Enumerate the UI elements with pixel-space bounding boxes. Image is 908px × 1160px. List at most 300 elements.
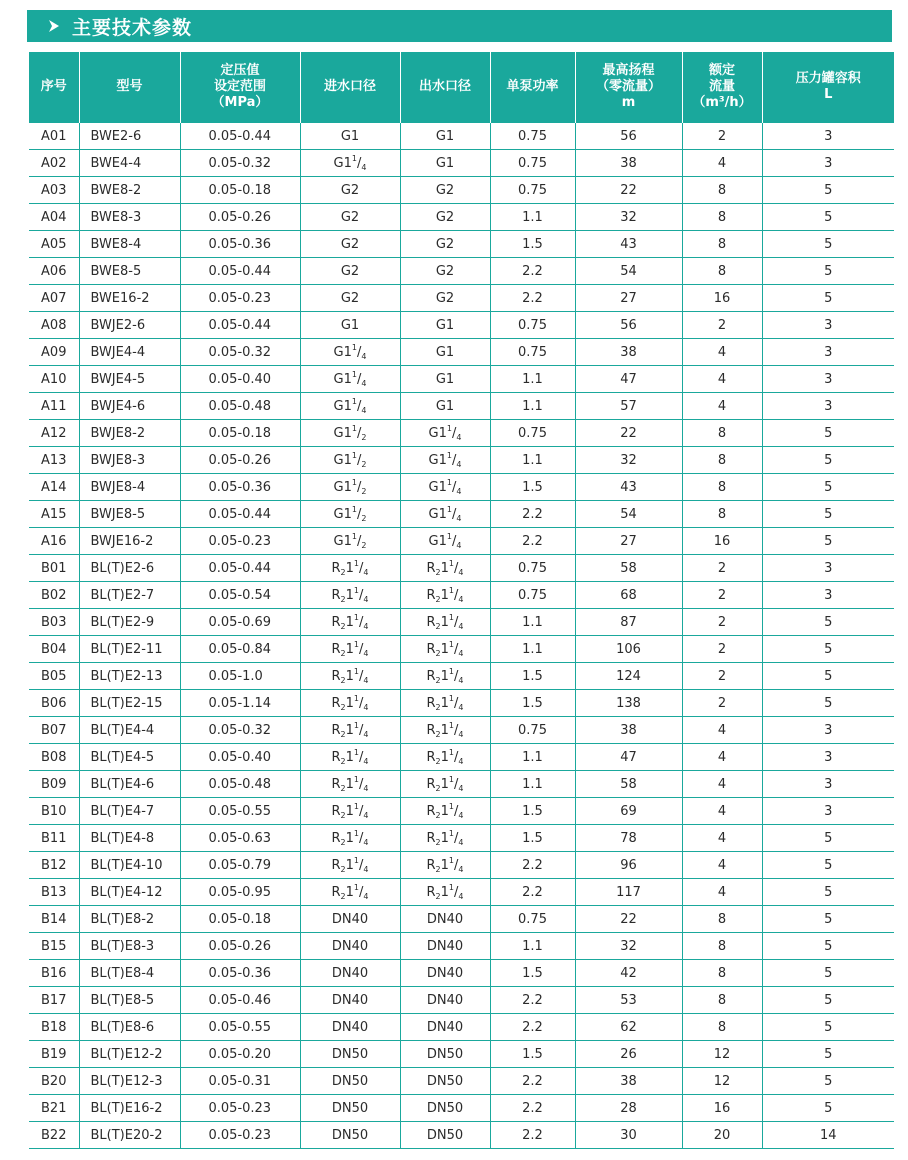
table-row <box>29 528 894 555</box>
table-row <box>29 447 894 474</box>
cell-serial-no: A06 <box>29 258 79 285</box>
cell-serial-no: B05 <box>29 663 79 690</box>
cell-pump-power: 0.75 <box>490 420 575 447</box>
cell-inlet-size: $R_21^1/_4$ <box>300 825 400 852</box>
table-row <box>29 663 894 690</box>
cell-serial-no: A09 <box>29 339 79 366</box>
cell-pump-power: 2.2 <box>490 1095 575 1122</box>
cell-pressure-range: 0.05-0.84 <box>180 636 300 663</box>
table-row <box>29 501 894 528</box>
cell-serial-no: B09 <box>29 771 79 798</box>
cell-inlet-size: $R_21^1/_4$ <box>300 636 400 663</box>
table-row <box>29 339 894 366</box>
cell-tank-volume: 3 <box>762 123 894 150</box>
cell-serial-no: B01 <box>29 555 79 582</box>
cell-rated-flow: 8 <box>682 231 762 258</box>
cell-model: BL(T)E2-15 <box>79 690 180 717</box>
cell-max-head: 56 <box>575 123 682 150</box>
table-row <box>29 798 894 825</box>
cell-model: BL(T)E4-5 <box>79 744 180 771</box>
cell-inlet-size: $G1^1/_4$ <box>300 366 400 393</box>
cell-max-head: 27 <box>575 528 682 555</box>
table-row <box>29 1122 894 1149</box>
cell-pump-power: 1.1 <box>490 204 575 231</box>
cell-serial-no: A04 <box>29 204 79 231</box>
cell-inlet-size: $R_21^1/_4$ <box>300 744 400 771</box>
col-header: 压力罐容积 L <box>762 52 894 123</box>
cell-serial-no: B16 <box>29 960 79 987</box>
cell-serial-no: B12 <box>29 852 79 879</box>
cell-model: BWJE4-5 <box>79 366 180 393</box>
cell-max-head: 117 <box>575 879 682 906</box>
table-row <box>29 150 894 177</box>
cell-pressure-range: 0.05-0.79 <box>180 852 300 879</box>
cell-serial-no: B02 <box>29 582 79 609</box>
cell-rated-flow: 4 <box>682 744 762 771</box>
cell-pressure-range: 0.05-0.23 <box>180 528 300 555</box>
cell-max-head: 26 <box>575 1041 682 1068</box>
cell-model: BWE16-2 <box>79 285 180 312</box>
cell-serial-no: A12 <box>29 420 79 447</box>
cell-tank-volume: 5 <box>762 1041 894 1068</box>
cell-pump-power: 1.1 <box>490 609 575 636</box>
cell-rated-flow: 4 <box>682 852 762 879</box>
cell-inlet-size: $G1^1/_2$ <box>300 501 400 528</box>
cell-pressure-range: 0.05-1.0 <box>180 663 300 690</box>
cell-pump-power: 0.75 <box>490 177 575 204</box>
cell-outlet-size: $R_21^1/_4$ <box>400 852 490 879</box>
cell-pump-power: 2.2 <box>490 879 575 906</box>
cell-serial-no: A02 <box>29 150 79 177</box>
cell-model: BWJE8-5 <box>79 501 180 528</box>
cell-tank-volume: 3 <box>762 150 894 177</box>
cell-pump-power: 2.2 <box>490 1068 575 1095</box>
cell-inlet-size: $R_21^1/_4$ <box>300 852 400 879</box>
cell-pump-power: 1.1 <box>490 393 575 420</box>
cell-inlet-size: $G1^1/_4$ <box>300 150 400 177</box>
cell-model: BL(T)E12-2 <box>79 1041 180 1068</box>
cell-model: BL(T)E2-11 <box>79 636 180 663</box>
cell-rated-flow: 12 <box>682 1041 762 1068</box>
cell-outlet-size: $R_21^1/_4$ <box>400 879 490 906</box>
cell-max-head: 38 <box>575 717 682 744</box>
cell-outlet-size: DN50 <box>400 1095 490 1122</box>
cell-model: BWE8-4 <box>79 231 180 258</box>
table-row <box>29 717 894 744</box>
cell-outlet-size: DN50 <box>400 1068 490 1095</box>
cell-outlet-size: $G1^1/_4$ <box>400 420 490 447</box>
cell-outlet-size: $G1^1/_4$ <box>400 501 490 528</box>
cell-max-head: 58 <box>575 555 682 582</box>
cell-outlet-size: DN40 <box>400 906 490 933</box>
col-header: 出水口径 <box>400 52 490 123</box>
cell-inlet-size: $G1^1/_2$ <box>300 447 400 474</box>
cell-tank-volume: 5 <box>762 960 894 987</box>
cell-model: BWE8-3 <box>79 204 180 231</box>
cell-pump-power: 2.2 <box>490 258 575 285</box>
cell-pressure-range: 0.05-0.40 <box>180 744 300 771</box>
cell-outlet-size: $R_21^1/_4$ <box>400 663 490 690</box>
cell-model: BL(T)E8-4 <box>79 960 180 987</box>
cell-rated-flow: 8 <box>682 501 762 528</box>
cell-tank-volume: 5 <box>762 663 894 690</box>
cell-pressure-range: 0.05-0.20 <box>180 1041 300 1068</box>
table-row <box>29 555 894 582</box>
table-row <box>29 636 894 663</box>
cell-max-head: 78 <box>575 825 682 852</box>
section-title: 主要技术参数 <box>72 16 193 39</box>
cell-rated-flow: 4 <box>682 798 762 825</box>
cell-serial-no: A14 <box>29 474 79 501</box>
cell-serial-no: A15 <box>29 501 79 528</box>
col-header: 型号 <box>79 52 180 123</box>
cell-tank-volume: 5 <box>762 636 894 663</box>
cell-inlet-size: $R_21^1/_4$ <box>300 555 400 582</box>
cell-pressure-range: 0.05-0.44 <box>180 123 300 150</box>
cell-outlet-size: G2 <box>400 285 490 312</box>
cell-pressure-range: 0.05-0.31 <box>180 1068 300 1095</box>
cell-max-head: 43 <box>575 474 682 501</box>
cell-rated-flow: 4 <box>682 825 762 852</box>
cell-inlet-size: $R_21^1/_4$ <box>300 879 400 906</box>
cell-rated-flow: 8 <box>682 906 762 933</box>
cell-model: BWJE8-4 <box>79 474 180 501</box>
cell-pressure-range: 0.05-0.95 <box>180 879 300 906</box>
table-row <box>29 393 894 420</box>
cell-inlet-size: DN50 <box>300 1122 400 1149</box>
cell-pump-power: 0.75 <box>490 150 575 177</box>
cell-max-head: 38 <box>575 150 682 177</box>
cell-rated-flow: 2 <box>682 636 762 663</box>
cell-inlet-size: $R_21^1/_4$ <box>300 771 400 798</box>
cell-pressure-range: 0.05-0.44 <box>180 555 300 582</box>
cell-model: BL(T)E4-10 <box>79 852 180 879</box>
cell-inlet-size: DN50 <box>300 1041 400 1068</box>
chevron-right-icon <box>46 18 62 34</box>
table-row <box>29 1041 894 1068</box>
cell-serial-no: B08 <box>29 744 79 771</box>
cell-serial-no: B04 <box>29 636 79 663</box>
cell-pump-power: 1.5 <box>490 690 575 717</box>
cell-model: BL(T)E20-2 <box>79 1122 180 1149</box>
cell-pump-power: 2.2 <box>490 987 575 1014</box>
cell-max-head: 22 <box>575 906 682 933</box>
cell-pump-power: 1.5 <box>490 798 575 825</box>
cell-tank-volume: 5 <box>762 906 894 933</box>
cell-pressure-range: 0.05-0.36 <box>180 231 300 258</box>
cell-model: BL(T)E2-7 <box>79 582 180 609</box>
cell-max-head: 138 <box>575 690 682 717</box>
cell-model: BL(T)E8-5 <box>79 987 180 1014</box>
cell-tank-volume: 14 <box>762 1122 894 1149</box>
cell-tank-volume: 3 <box>762 366 894 393</box>
cell-outlet-size: $R_21^1/_4$ <box>400 771 490 798</box>
cell-pressure-range: 0.05-0.26 <box>180 933 300 960</box>
cell-max-head: 106 <box>575 636 682 663</box>
cell-tank-volume: 5 <box>762 528 894 555</box>
cell-outlet-size: G1 <box>400 312 490 339</box>
cell-max-head: 38 <box>575 339 682 366</box>
cell-pressure-range: 0.05-0.46 <box>180 987 300 1014</box>
cell-inlet-size: DN40 <box>300 987 400 1014</box>
cell-outlet-size: DN50 <box>400 1122 490 1149</box>
cell-inlet-size: $R_21^1/_4$ <box>300 798 400 825</box>
col-header: 单泵功率 <box>490 52 575 123</box>
cell-outlet-size: $R_21^1/_4$ <box>400 717 490 744</box>
table-row <box>29 582 894 609</box>
col-header: 进水口径 <box>300 52 400 123</box>
cell-pump-power: 0.75 <box>490 906 575 933</box>
cell-outlet-size: G1 <box>400 366 490 393</box>
cell-pump-power: 2.2 <box>490 501 575 528</box>
cell-rated-flow: 4 <box>682 771 762 798</box>
cell-rated-flow: 8 <box>682 177 762 204</box>
table-row <box>29 1095 894 1122</box>
table-row <box>29 906 894 933</box>
cell-model: BWJE8-2 <box>79 420 180 447</box>
table-row <box>29 366 894 393</box>
cell-tank-volume: 5 <box>762 987 894 1014</box>
cell-tank-volume: 5 <box>762 420 894 447</box>
cell-outlet-size: DN40 <box>400 960 490 987</box>
cell-outlet-size: $R_21^1/_4$ <box>400 582 490 609</box>
cell-rated-flow: 20 <box>682 1122 762 1149</box>
cell-rated-flow: 2 <box>682 123 762 150</box>
cell-pressure-range: 0.05-0.40 <box>180 366 300 393</box>
cell-model: BL(T)E16-2 <box>79 1095 180 1122</box>
cell-pressure-range: 0.05-0.55 <box>180 1014 300 1041</box>
cell-outlet-size: G1 <box>400 150 490 177</box>
cell-model: BWJE4-6 <box>79 393 180 420</box>
table-row <box>29 420 894 447</box>
cell-inlet-size: $G1^1/_4$ <box>300 339 400 366</box>
cell-serial-no: A03 <box>29 177 79 204</box>
cell-pump-power: 1.5 <box>490 231 575 258</box>
cell-pump-power: 0.75 <box>490 582 575 609</box>
cell-tank-volume: 3 <box>762 339 894 366</box>
cell-rated-flow: 4 <box>682 393 762 420</box>
cell-model: BL(T)E8-3 <box>79 933 180 960</box>
cell-tank-volume: 3 <box>762 555 894 582</box>
cell-pressure-range: 0.05-0.32 <box>180 717 300 744</box>
cell-model: BL(T)E4-6 <box>79 771 180 798</box>
table-row <box>29 1014 894 1041</box>
cell-outlet-size: G2 <box>400 204 490 231</box>
cell-max-head: 54 <box>575 258 682 285</box>
cell-tank-volume: 5 <box>762 474 894 501</box>
cell-outlet-size: G2 <box>400 231 490 258</box>
cell-pump-power: 0.75 <box>490 339 575 366</box>
cell-inlet-size: G1 <box>300 312 400 339</box>
cell-rated-flow: 2 <box>682 663 762 690</box>
table-row <box>29 204 894 231</box>
cell-tank-volume: 3 <box>762 771 894 798</box>
cell-outlet-size: $R_21^1/_4$ <box>400 798 490 825</box>
cell-pump-power: 0.75 <box>490 123 575 150</box>
cell-max-head: 32 <box>575 933 682 960</box>
cell-pressure-range: 0.05-0.44 <box>180 258 300 285</box>
cell-tank-volume: 5 <box>762 177 894 204</box>
table-row <box>29 258 894 285</box>
cell-serial-no: A05 <box>29 231 79 258</box>
cell-tank-volume: 5 <box>762 285 894 312</box>
cell-rated-flow: 8 <box>682 420 762 447</box>
cell-tank-volume: 5 <box>762 1068 894 1095</box>
cell-pump-power: 1.5 <box>490 663 575 690</box>
cell-inlet-size: $R_21^1/_4$ <box>300 690 400 717</box>
cell-serial-no: B03 <box>29 609 79 636</box>
cell-tank-volume: 5 <box>762 1014 894 1041</box>
cell-inlet-size: DN40 <box>300 933 400 960</box>
cell-max-head: 54 <box>575 501 682 528</box>
cell-inlet-size: $G1^1/_2$ <box>300 528 400 555</box>
cell-tank-volume: 5 <box>762 852 894 879</box>
cell-outlet-size: G1 <box>400 393 490 420</box>
cell-max-head: 53 <box>575 987 682 1014</box>
cell-tank-volume: 5 <box>762 204 894 231</box>
cell-model: BWJE16-2 <box>79 528 180 555</box>
cell-rated-flow: 8 <box>682 1014 762 1041</box>
cell-outlet-size: $G1^1/_4$ <box>400 447 490 474</box>
cell-outlet-size: $R_21^1/_4$ <box>400 636 490 663</box>
cell-serial-no: B14 <box>29 906 79 933</box>
cell-model: BL(T)E4-4 <box>79 717 180 744</box>
cell-inlet-size: $G1^1/_2$ <box>300 420 400 447</box>
cell-model: BWJE2-6 <box>79 312 180 339</box>
cell-tank-volume: 3 <box>762 744 894 771</box>
cell-pump-power: 1.5 <box>490 1041 575 1068</box>
cell-pressure-range: 0.05-0.23 <box>180 285 300 312</box>
cell-model: BWE8-5 <box>79 258 180 285</box>
cell-rated-flow: 8 <box>682 987 762 1014</box>
cell-tank-volume: 5 <box>762 231 894 258</box>
cell-outlet-size: G1 <box>400 123 490 150</box>
cell-outlet-size: $G1^1/_4$ <box>400 474 490 501</box>
cell-outlet-size: $R_21^1/_4$ <box>400 690 490 717</box>
cell-inlet-size: G2 <box>300 258 400 285</box>
table-row <box>29 312 894 339</box>
cell-tank-volume: 5 <box>762 609 894 636</box>
col-header: 最高扬程 （零流量） m <box>575 52 682 123</box>
cell-pump-power: 1.1 <box>490 933 575 960</box>
cell-pump-power: 1.5 <box>490 474 575 501</box>
cell-rated-flow: 8 <box>682 960 762 987</box>
cell-max-head: 42 <box>575 960 682 987</box>
cell-outlet-size: $R_21^1/_4$ <box>400 744 490 771</box>
cell-pressure-range: 0.05-0.18 <box>180 177 300 204</box>
cell-pump-power: 1.5 <box>490 825 575 852</box>
cell-tank-volume: 5 <box>762 879 894 906</box>
cell-pressure-range: 0.05-0.26 <box>180 204 300 231</box>
cell-tank-volume: 3 <box>762 312 894 339</box>
cell-pump-power: 1.1 <box>490 447 575 474</box>
cell-model: BL(T)E2-13 <box>79 663 180 690</box>
cell-rated-flow: 4 <box>682 879 762 906</box>
table-row <box>29 285 894 312</box>
cell-pump-power: 1.5 <box>490 960 575 987</box>
cell-serial-no: A10 <box>29 366 79 393</box>
cell-pump-power: 2.2 <box>490 1014 575 1041</box>
table-body <box>29 123 894 1149</box>
cell-pressure-range: 0.05-0.36 <box>180 960 300 987</box>
cell-max-head: 27 <box>575 285 682 312</box>
cell-model: BL(T)E8-2 <box>79 906 180 933</box>
cell-serial-no: A01 <box>29 123 79 150</box>
cell-max-head: 96 <box>575 852 682 879</box>
cell-rated-flow: 2 <box>682 690 762 717</box>
cell-max-head: 69 <box>575 798 682 825</box>
cell-max-head: 32 <box>575 204 682 231</box>
cell-model: BL(T)E4-8 <box>79 825 180 852</box>
cell-max-head: 62 <box>575 1014 682 1041</box>
cell-max-head: 22 <box>575 177 682 204</box>
cell-inlet-size: G2 <box>300 204 400 231</box>
cell-serial-no: A16 <box>29 528 79 555</box>
cell-rated-flow: 16 <box>682 285 762 312</box>
cell-rated-flow: 4 <box>682 150 762 177</box>
cell-inlet-size: DN50 <box>300 1095 400 1122</box>
cell-inlet-size: $R_21^1/_4$ <box>300 663 400 690</box>
table-row <box>29 609 894 636</box>
cell-max-head: 22 <box>575 420 682 447</box>
cell-pump-power: 2.2 <box>490 852 575 879</box>
cell-max-head: 68 <box>575 582 682 609</box>
cell-serial-no: A08 <box>29 312 79 339</box>
cell-serial-no: A07 <box>29 285 79 312</box>
cell-inlet-size: DN40 <box>300 1014 400 1041</box>
cell-tank-volume: 5 <box>762 447 894 474</box>
cell-model: BL(T)E4-7 <box>79 798 180 825</box>
table-row <box>29 231 894 258</box>
cell-outlet-size: DN50 <box>400 1041 490 1068</box>
cell-serial-no: B22 <box>29 1122 79 1149</box>
cell-pressure-range: 0.05-0.54 <box>180 582 300 609</box>
cell-pressure-range: 0.05-0.32 <box>180 339 300 366</box>
cell-max-head: 32 <box>575 447 682 474</box>
cell-pump-power: 1.1 <box>490 636 575 663</box>
cell-rated-flow: 8 <box>682 447 762 474</box>
cell-max-head: 30 <box>575 1122 682 1149</box>
cell-serial-no: B07 <box>29 717 79 744</box>
cell-outlet-size: DN40 <box>400 933 490 960</box>
cell-pressure-range: 0.05-0.55 <box>180 798 300 825</box>
table-row <box>29 177 894 204</box>
cell-pump-power: 2.2 <box>490 1122 575 1149</box>
table-row <box>29 852 894 879</box>
cell-tank-volume: 5 <box>762 1095 894 1122</box>
cell-inlet-size: $R_21^1/_4$ <box>300 717 400 744</box>
cell-rated-flow: 12 <box>682 1068 762 1095</box>
cell-outlet-size: G1 <box>400 339 490 366</box>
cell-rated-flow: 4 <box>682 717 762 744</box>
cell-pump-power: 1.1 <box>490 366 575 393</box>
cell-inlet-size: $R_21^1/_4$ <box>300 609 400 636</box>
cell-model: BWE4-4 <box>79 150 180 177</box>
cell-serial-no: B18 <box>29 1014 79 1041</box>
cell-model: BL(T)E2-9 <box>79 609 180 636</box>
table-row <box>29 771 894 798</box>
cell-tank-volume: 3 <box>762 798 894 825</box>
cell-pressure-range: 0.05-0.18 <box>180 420 300 447</box>
cell-tank-volume: 5 <box>762 933 894 960</box>
cell-pump-power: 1.1 <box>490 744 575 771</box>
cell-tank-volume: 5 <box>762 258 894 285</box>
cell-inlet-size: DN40 <box>300 906 400 933</box>
cell-tank-volume: 3 <box>762 393 894 420</box>
cell-inlet-size: $G1^1/_4$ <box>300 393 400 420</box>
cell-serial-no: B06 <box>29 690 79 717</box>
cell-rated-flow: 2 <box>682 582 762 609</box>
